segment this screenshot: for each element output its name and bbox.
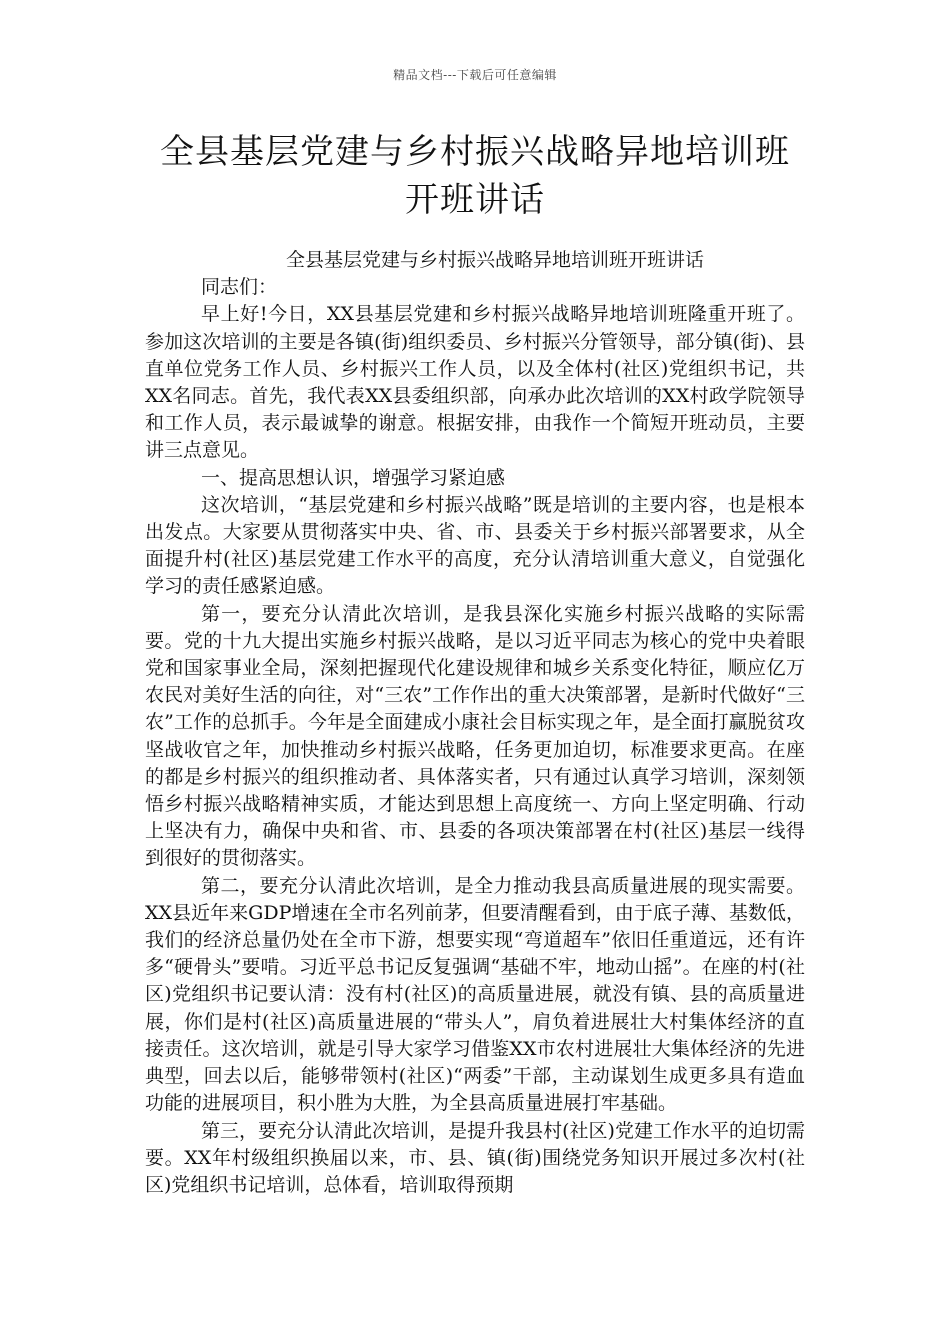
title-line-1: 全县基层党建与乡村振兴战略异地培训班 — [160, 132, 790, 172]
header-note: 精品文档---下载后可任意编辑 — [393, 68, 557, 82]
document-subtitle: 全县基层党建与乡村振兴战略异地培训班开班讲话 — [285, 249, 704, 271]
section-heading-1: 一、提高思想认识，增强学习紧迫感 — [201, 466, 506, 489]
paragraph-section-1-intro: 这次培训，“基层党建和乡村振兴战略”既是培训的主要内容，也是根本出发点。大家要从贯彻落实中央、省、市、县委关于乡村振兴部署要求，从全面提升村(社区)基层党建工作水平的高度，充分认清培训重大意义，自觉强化学习的责任感紧迫感。 — [145, 493, 805, 598]
paragraph-third-point: 第三，要充分认清此次培训，是提升我县村(社区)党建工作水平的迫切需要。XX年村级组织换届以来，市、县、镇(街)围绕党务知识开展过多次村(社区)党组织书记培训，总体看，培训取得预期 — [145, 1119, 805, 1196]
paragraph-second-point: 第二，要充分认清此次培训，是全力推动我县高质量进展的现实需要。XX县近年来GDP增速在全市名列前茅，但要清醒看到，由于底子薄、基数低，我们的经济总量仍处在全市下游，想要实现“弯道超车”依旧任重道远，还有许多“硬骨头”要啃。习近平总书记反复强调“基础不牢，地动山摇”。在座的村(社区)党组织书记要认清：没有村(社区)的高质量进展，就没有镇、县的高质量进展，你们是村(社区)高质量进展的“带头人”，肩负着进展壮大村集体经济的直接责任。这次培训，就是引导大家学习借鉴XX市农村进展壮大集体经济的先进典型，回去以后，能够带领村(社区)“两委”干部，主动谋划生成更多具有造血功能的进展项目，积小胜为大胜，为全县高质量进展打牢基础。 — [145, 874, 805, 1115]
title-line-2: 开班讲话 — [405, 180, 545, 220]
document-body — [145, 247, 805, 1199]
paragraph-first-point: 第一，要充分认清此次培训，是我县深化实施乡村振兴战略的实际需要。党的十九大提出实施乡村振兴战略，是以习近平同志为核心的党中央着眼党和国家事业全局，深刻把握现代化建设规律和城乡关系变化特征，顺应亿万农民对美好生活的向往，对“三农”工作作出的重大决策部署，是新时代做好“三农”工作的总抓手。今年是全面建成小康社会目标实现之年，是全面打赢脱贫攻坚战收官之年，加快推动乡村振兴战略，任务更加迫切，标准要求更高。在座的都是乡村振兴的组织推动者、具体落实者，只有通过认真学习培训，深刻领悟乡村振兴战略精神实质，才能达到思想上高度统一、方向上坚定明确、行动上坚决有力，确保中央和省、市、县委的各项决策部署在村(社区)基层一线得到很好的贯彻落实。 — [145, 602, 805, 870]
salutation: 同志们： — [201, 276, 278, 299]
paragraph-greeting: 早上好!今日，XX县基层党建和乡村振兴战略异地培训班隆重开班了。参加这次培训的主要是各镇(街)组织委员、乡村振兴分管领导，部分镇(街)、县直单位党务工作人员、乡村振兴工作人员，以及全体村(社区)党组织书记，共XX名同志。首先，我代表XX县委组织部，向承办此次培训的XX村政学院领导和工作人员，表示最诚挚的谢意。根据安排，由我作一个简短开班动员，主要讲三点意见。 — [145, 303, 805, 462]
document-title — [90, 128, 860, 224]
